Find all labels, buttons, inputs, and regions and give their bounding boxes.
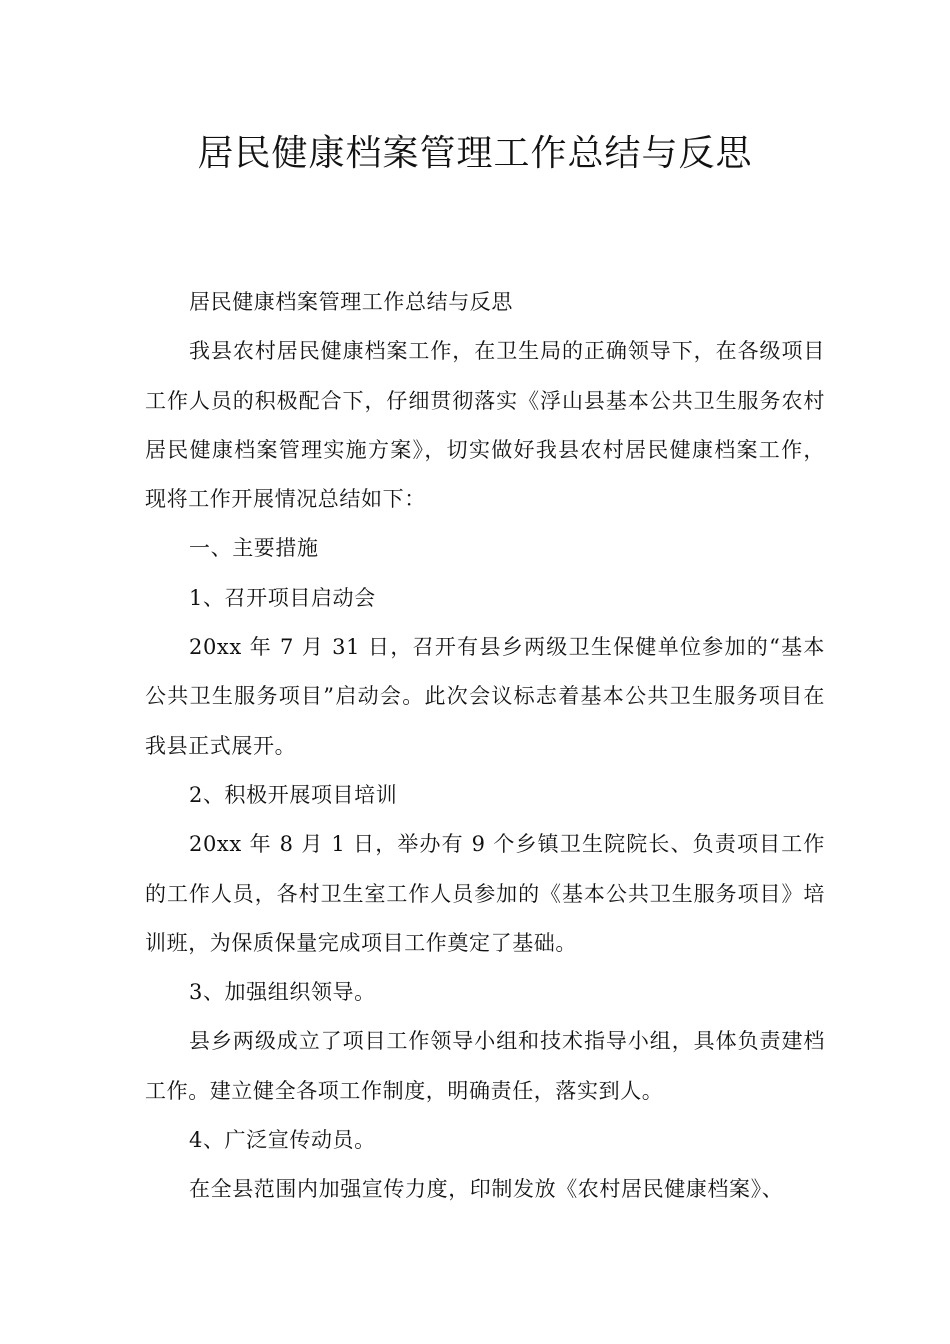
section-heading-main-measures: 一、主要措施 (189, 536, 319, 561)
paragraph-item-4: 在全县范围内加强宣传力度，印制发放《农村居民健康档案》、 (189, 1177, 784, 1202)
item-heading-4: 4、广泛宣传动员。 (189, 1128, 376, 1153)
document-title: 居民健康档案管理工作总结与反思 (197, 133, 753, 174)
item-heading-1: 1、召开项目启动会 (189, 585, 376, 610)
item-heading-2: 2、积极开展项目培训 (189, 782, 398, 807)
paragraph-subtitle: 居民健康档案管理工作总结与反思 (189, 290, 513, 314)
paragraph-item-3: 县乡两级成立了项目工作领导小组和技术指导小组，具体负责建档工作。建立健全各项工作制度，明确责任，落实到人。 (145, 1029, 825, 1103)
item-heading-3: 3、加强组织领导。 (189, 980, 376, 1005)
paragraph-intro: 我县农村居民健康档案工作，在卫生局的正确领导下，在各级项目工作人员的积极配合下，仔细贯彻落实《浮山县基本公共卫生服务农村居民健康档案管理实施方案》，切实做好我县农村居民健康档案工作，现将工作开展情况总结如下： (145, 339, 825, 512)
paragraph-item-1: 20xx 年 7 月 31 日，召开有县乡两级卫生保健单位参加的“基本公共卫生服务项目”启动会。此次会议标志着基本公共卫生服务项目在我县正式展开。 (145, 635, 825, 758)
paragraph-item-2: 20xx 年 8 月 1 日，举办有 9 个乡镇卫生院院长、负责项目工作的工作人员，各村卫生室工作人员参加的《基本公共卫生服务项目》培训班，为保质保量完成项目工作奠定了基础。 (145, 832, 825, 955)
document-body (145, 278, 825, 1215)
